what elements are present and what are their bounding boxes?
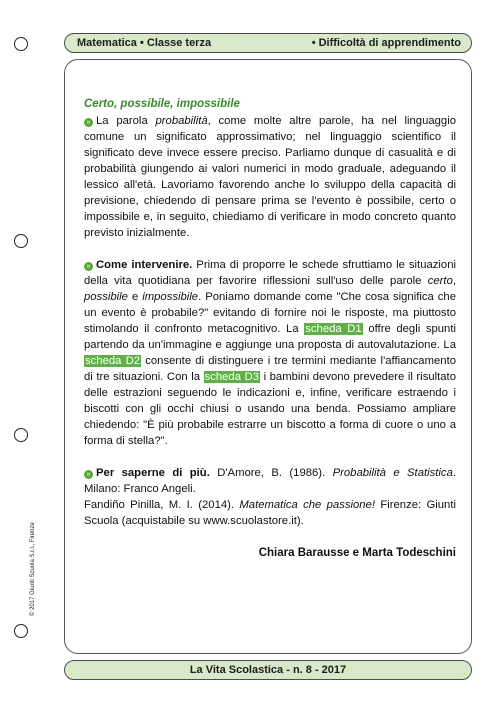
paragraph-intro: » La parola probabilità, come molte altre parole, ha nel linguaggio comune un significato approssimativo; nel linguaggio scientifico il significato deve invece essere preciso. Parliamo dunque di casualità e di probabilità giungendo ai valori numerici in modo graduale, adeguando il lessico all'età. Lavoriamo favorendo anche lo sviluppo della capacità di previsione, chiedendo di pensare prima se l'evento è possibile, certo o impossibile e, in seguito, chiediamo di verificare in modo concreto quanto previsto inizialmente. [84,115,457,239]
bullet-icon: » [84,262,93,271]
bullet-icon: » [84,118,93,127]
page-header [64,33,472,53]
page-footer: La Vita Scolastica - n. 8 - 2017 [64,660,472,680]
paragraph-references: » Per saperne di più. D'Amore, B. (1986). Probabilità e Statistica. Milano: Franco Angeli. [84,467,456,495]
article-body [84,96,456,561]
reference-item: Fandiño Pinilla, M. I. (2014). Matematica che passione! Firenze: Giunti Scuola (acquistabile su www.scuolastore.it). [84,499,456,527]
scheda-d3-link[interactable]: scheda D3 [204,371,259,383]
scheda-d1-link[interactable]: scheda D1 [305,323,362,335]
header-topic: • Difficoltà di apprendimento [311,37,461,49]
binder-ring-4 [14,624,28,638]
header-subject: Matematica • Classe terza [77,37,212,49]
paragraph-lead: Come intervenire. [96,259,193,271]
scheda-d2-link[interactable]: scheda D2 [85,355,141,367]
binder-ring-2 [14,234,28,248]
binder-ring-1 [14,37,28,51]
section-title: Certo, possibile, impossibile [84,98,240,110]
paragraph-come-intervenire: » Come intervenire. Prima di proporre le schede sfruttiamo le situazioni della vita quotidiana per favorire riflessioni sull'uso delle parole certo, possibile e impossibile. Poniamo domande come "Che cosa significa che un evento è probabile?" evitando di fornire noi le risposte, ma piuttosto stimolando il confronto metacognitivo. La scheda D1 offre degli spunti partendo da un'immagine e aggiunge una proposta di autovalutazione. La scheda D2 consente di distinguere i tre termini mediante l'affiancamento di tre situazioni. Con la scheda D3 i bambini devono prevedere il risultato delle estrazioni seguendo le indicazioni e, infine, verificare estraendo i biscotti con gli occhi chiusi o usando una benda. Possiamo ampliare chiedendo: "È più probabile estrarre un biscotto a forma di cuore o uno a forma di stella?". [84,259,456,447]
paragraph-lead: Per saperne di più. [96,467,210,479]
author-credit: Chiara Barausse e Marta Todeschini [258,547,456,559]
copyright-notice: © 2017 Giunti Scuola S.r.l., Firenze [30,522,36,616]
bullet-icon: » [84,470,93,479]
binder-ring-3 [14,428,28,442]
